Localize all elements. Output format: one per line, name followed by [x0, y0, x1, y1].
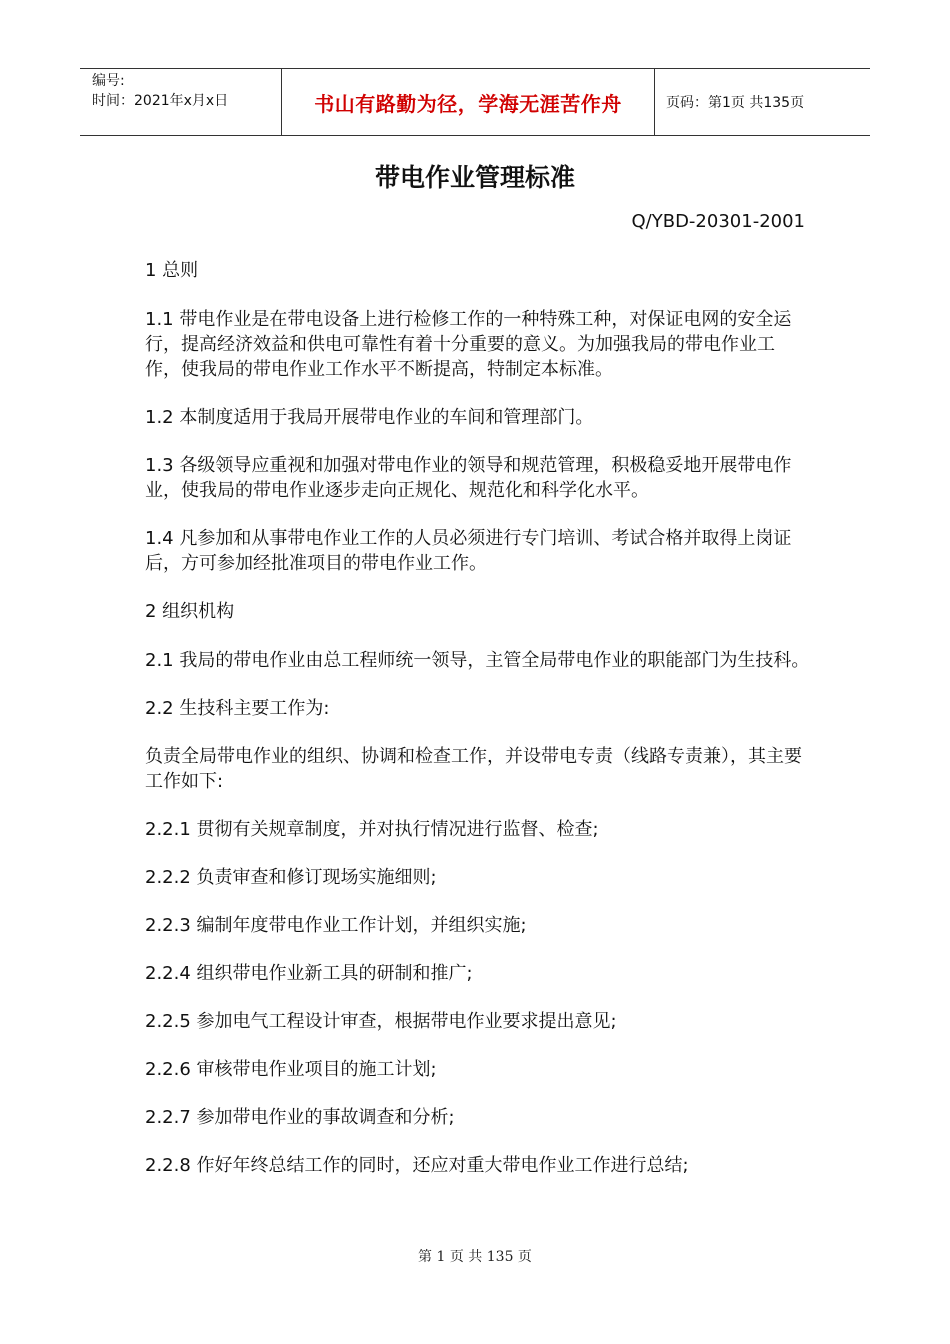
section-heading: 1 总则	[145, 260, 199, 281]
page-footer: 第 1 页 共 135 页	[418, 1249, 532, 1265]
header-motto: 书山有路勤为径，学海无涯苦作舟	[314, 91, 622, 116]
paragraph: 1.1 带电作业是在带电设备上进行检修工作的一种特殊工种，对保证电网的安全运行，提高经济效益和供电可靠性有着十分重要的意义。为加强我局的带电作业工作，使我局的带电作业工作水平不断提高，特制定本标准。	[145, 309, 792, 380]
paragraph: 1.4 凡参加和从事带电作业工作的人员必须进行专门培训、考试合格并取得上岗证后，方可参加经批准项目的带电作业工作。	[145, 528, 792, 574]
paragraph: 2.2.3 编制年度带电作业工作计划，并组织实施;	[145, 915, 527, 936]
section-heading: 2 组织机构	[145, 601, 235, 622]
paragraph: 1.2 本制度适用于我局开展带电作业的车间和管理部门。	[145, 407, 594, 428]
paragraph: 2.2.8 作好年终总结工作的同时，还应对重大带电作业工作进行总结;	[145, 1155, 689, 1176]
paragraph: 2.2.2 负责审查和修订现场实施细则;	[145, 867, 437, 888]
header-page-info: 页码：第1页 共135页	[666, 95, 805, 111]
header-table	[80, 68, 870, 136]
header-motto-cell	[282, 69, 655, 135]
paragraph: 2.2.5 参加电气工程设计审查，根据带电作业要求提出意见;	[145, 1011, 617, 1032]
paragraph: 2.2.7 参加带电作业的事故调查和分析;	[145, 1107, 455, 1128]
document-body	[145, 258, 810, 1201]
header-page-cell	[655, 69, 870, 135]
paragraph: 2.2.6 审核带电作业项目的施工计划;	[145, 1059, 437, 1080]
document-code: Q/YBD-20301-2001	[631, 211, 805, 232]
header-meta-cell	[80, 69, 282, 135]
paragraph: 2.2.1 贯彻有关规章制度，并对执行情况进行监督、检查;	[145, 819, 599, 840]
document-title: 带电作业管理标准	[374, 163, 575, 192]
paragraph: 1.3 各级领导应重视和加强对带电作业的领导和规范管理，积极稳妥地开展带电作业，使我局的带电作业逐步走向正规化、规范化和科学化水平。	[145, 455, 792, 501]
paragraph: 2.2.4 组织带电作业新工具的研制和推广;	[145, 963, 473, 984]
document-number-label: 编号:	[92, 73, 125, 89]
paragraph: 2.2 生技科主要工作为:	[145, 698, 330, 719]
document-time-label: 时间：2021年x月x日	[92, 93, 229, 109]
paragraph: 负责全局带电作业的组织、协调和检查工作，并设带电专责（线路专责兼），其主要工作如下:	[145, 746, 802, 792]
paragraph: 2.1 我局的带电作业由总工程师统一领导，主管全局带电作业的职能部门为生技科。	[145, 650, 810, 671]
